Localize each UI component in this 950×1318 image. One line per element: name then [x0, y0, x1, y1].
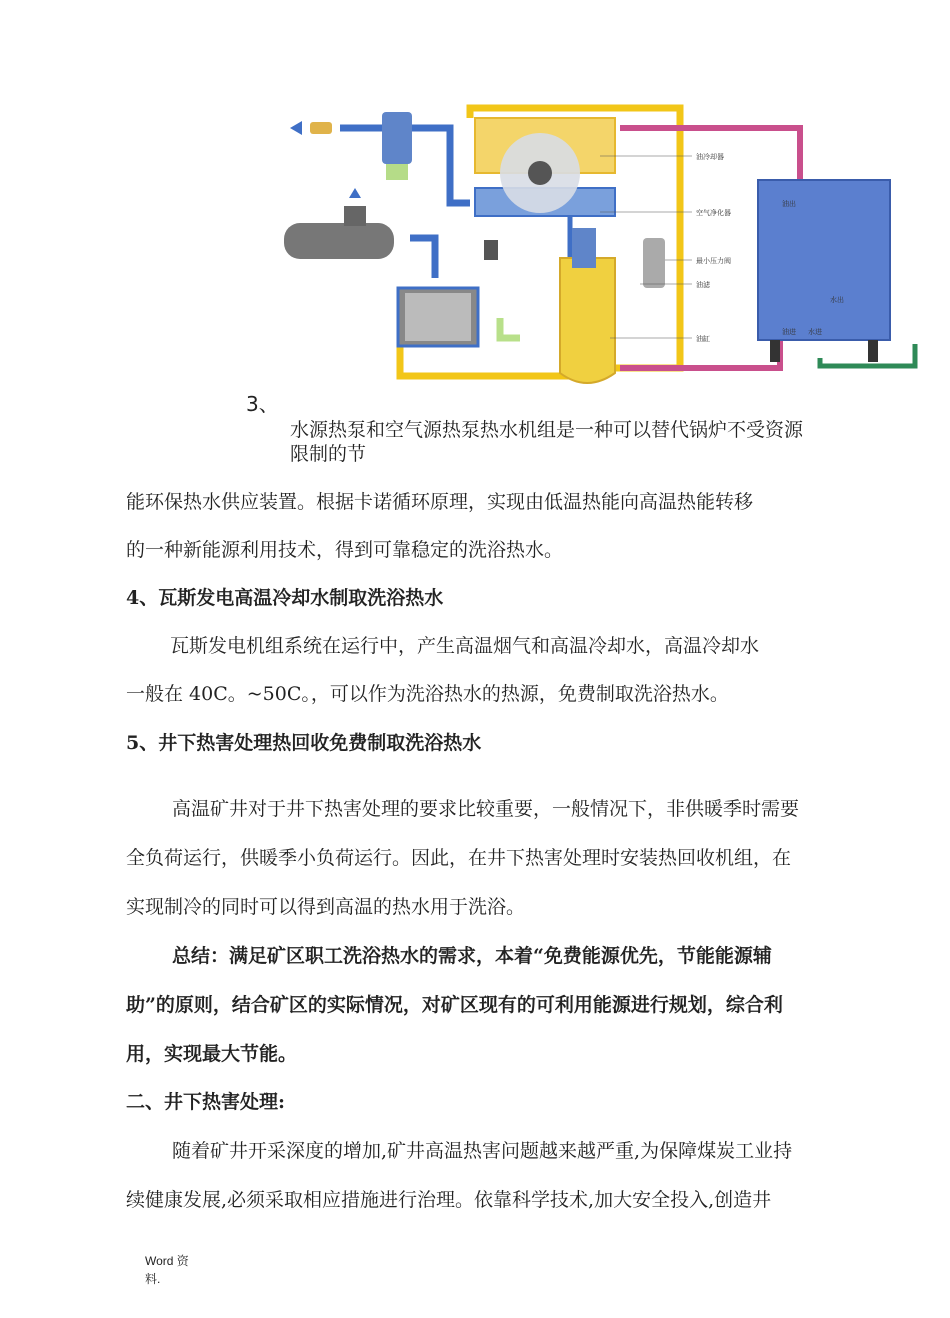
top-filter [382, 112, 412, 164]
footer-line-1: Word 资 [145, 1254, 189, 1268]
summary-line-2: 助”的原则，结合矿区的实际情况，对矿区现有的可利用能源进行规划，综合利 [126, 994, 783, 1016]
section-5-line-1: 高温矿井对于井下热害处理的要求比较重要，一般情况下，非供暖季时需要 [172, 798, 800, 820]
section-two-line-1: 随着矿井开采深度的增加,矿井高温热害问题越来越严重,为保障煤炭工业持 [172, 1140, 793, 1162]
label-oil-cooler: 油冷却器 [696, 153, 724, 161]
water-heater-unit [758, 180, 890, 340]
summary-line-3: 用，实现最大节能。 [126, 1043, 298, 1065]
section-3-line-2: 限制的节 [290, 443, 367, 465]
label-oil-out: 油出 [782, 200, 796, 208]
label-water-out: 水出 [830, 296, 844, 304]
section-5-heading: 5、井下热害处理热回收免费制取洗浴热水 [126, 732, 482, 754]
air-intake-cylinder [284, 223, 394, 259]
footer [145, 1252, 189, 1288]
sensor-box [484, 240, 498, 260]
heat-recovery-diagram [270, 88, 930, 410]
section-two-heading: 二、井下热害处理: [126, 1091, 286, 1113]
section-4-heading: 4、瓦斯发电高温冷却水制取洗浴热水 [126, 587, 444, 609]
section-3-line-1: 水源热泵和空气源热泵热水机组是一种可以替代锅炉不受资源 [290, 419, 804, 441]
fan-icon [500, 133, 580, 213]
section-4-line-1: 瓦斯发电机组系统在运行中，产生高温烟气和高温冷却水，高温冷却水 [170, 635, 760, 657]
section-3-number: 3、 [246, 392, 279, 416]
green-pipe-left [500, 318, 520, 338]
green-water-pipe [820, 344, 915, 366]
ball-valve [310, 122, 332, 134]
blue-air-pipe-2 [410, 238, 435, 278]
label-oil-in: 油进 [782, 328, 796, 336]
summary-line-1: 总结：满足矿区职工洗浴热水的需求，本着“免费能源优先，节能能源辅 [172, 945, 772, 967]
section-5-line-2: 全负荷运行，供暖季小负荷运行。因此，在井下热害处理时安装热回收机组，在 [126, 847, 792, 869]
min-pressure-valve [643, 238, 665, 288]
section-3-line-3: 能环保热水供应装置。根据卡诺循环原理，实现由低温热能向高温热能转移 [126, 491, 754, 513]
label-air-purifier: 空气净化器 [696, 209, 731, 217]
oil-separator-tank [560, 258, 615, 383]
footer-line-2: 料. [145, 1272, 161, 1286]
section-4-line-2: 一般在 40C。~50C。，可以作为洗浴热水的热源，免费制取洗浴热水。 [126, 683, 729, 705]
section-3-line-4: 的一种新能源利用技术，得到可靠稳定的洗浴热水。 [126, 539, 564, 561]
intake-arrow [349, 188, 361, 198]
section-5-line-3: 实现制冷的同时可以得到高温的热水用于洗浴。 [126, 896, 526, 918]
label-oil-filter: 油滤 [696, 281, 710, 289]
label-water-in: 水进 [808, 328, 822, 336]
outlet-arrow [290, 121, 302, 135]
label-oil-tank: 油缸 [696, 335, 710, 343]
section-two-line-2: 续健康发展,必须采取相应措施进行治理。依靠科学技术,加大安全投入,创造井 [126, 1189, 772, 1211]
label-min-pressure-valve: 最小压力阀 [696, 257, 731, 265]
